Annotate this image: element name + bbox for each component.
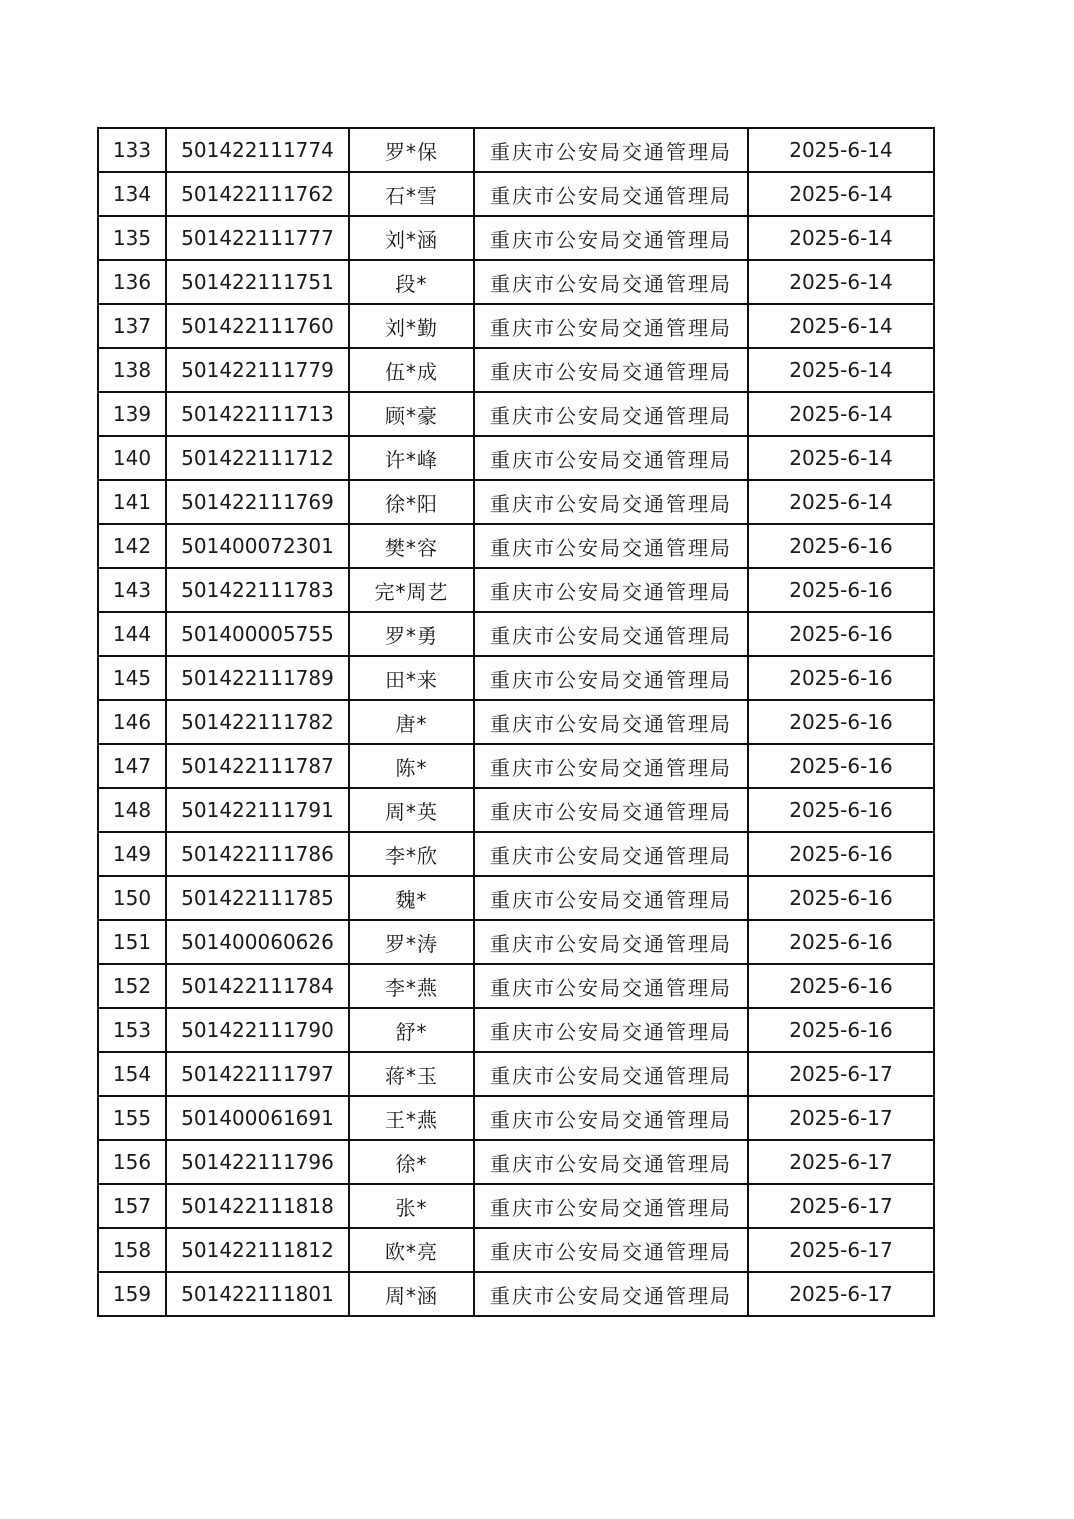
issue-date-cell: 2025-6-17 xyxy=(748,1096,934,1140)
certificate-number-cell: 501422111713 xyxy=(166,392,349,436)
person-name-cell: 刘*涵 xyxy=(349,216,474,260)
certificate-number-cell: 501422111785 xyxy=(166,876,349,920)
row-number-cell: 140 xyxy=(98,436,166,480)
person-name-cell: 樊*容 xyxy=(349,524,474,568)
certificate-number-cell: 501422111774 xyxy=(166,128,349,172)
issue-date-cell: 2025-6-16 xyxy=(748,568,934,612)
issuing-authority-cell: 重庆市公安局交通管理局 xyxy=(474,876,748,920)
issuing-authority-cell: 重庆市公安局交通管理局 xyxy=(474,480,748,524)
person-name-cell: 许*峰 xyxy=(349,436,474,480)
table-row xyxy=(98,876,934,920)
row-number-cell: 152 xyxy=(98,964,166,1008)
table-row xyxy=(98,1184,934,1228)
row-number-cell: 155 xyxy=(98,1096,166,1140)
issue-date-cell: 2025-6-14 xyxy=(748,216,934,260)
certificate-number-cell: 501422111783 xyxy=(166,568,349,612)
person-name-cell: 徐*阳 xyxy=(349,480,474,524)
row-number-cell: 151 xyxy=(98,920,166,964)
person-name-cell: 王*燕 xyxy=(349,1096,474,1140)
person-name-cell: 石*雪 xyxy=(349,172,474,216)
issuing-authority-cell: 重庆市公安局交通管理局 xyxy=(474,524,748,568)
table-row xyxy=(98,392,934,436)
certificate-number-cell: 501422111762 xyxy=(166,172,349,216)
issue-date-cell: 2025-6-17 xyxy=(748,1228,934,1272)
person-name-cell: 张* xyxy=(349,1184,474,1228)
table-row xyxy=(98,172,934,216)
issuing-authority-cell: 重庆市公安局交通管理局 xyxy=(474,128,748,172)
row-number-cell: 134 xyxy=(98,172,166,216)
row-number-cell: 141 xyxy=(98,480,166,524)
issue-date-cell: 2025-6-17 xyxy=(748,1272,934,1316)
row-number-cell: 148 xyxy=(98,788,166,832)
table-row xyxy=(98,216,934,260)
issue-date-cell: 2025-6-14 xyxy=(748,480,934,524)
row-number-cell: 139 xyxy=(98,392,166,436)
person-name-cell: 周*涵 xyxy=(349,1272,474,1316)
issue-date-cell: 2025-6-16 xyxy=(748,788,934,832)
table-row xyxy=(98,348,934,392)
issue-date-cell: 2025-6-14 xyxy=(748,260,934,304)
certificate-number-cell: 501400072301 xyxy=(166,524,349,568)
row-number-cell: 133 xyxy=(98,128,166,172)
row-number-cell: 137 xyxy=(98,304,166,348)
issuing-authority-cell: 重庆市公安局交通管理局 xyxy=(474,612,748,656)
person-name-cell: 魏* xyxy=(349,876,474,920)
issuing-authority-cell: 重庆市公安局交通管理局 xyxy=(474,568,748,612)
row-number-cell: 150 xyxy=(98,876,166,920)
issuing-authority-cell: 重庆市公安局交通管理局 xyxy=(474,348,748,392)
issue-date-cell: 2025-6-14 xyxy=(748,128,934,172)
row-number-cell: 136 xyxy=(98,260,166,304)
records-table xyxy=(97,127,935,1317)
issue-date-cell: 2025-6-16 xyxy=(748,700,934,744)
issuing-authority-cell: 重庆市公安局交通管理局 xyxy=(474,656,748,700)
issue-date-cell: 2025-6-14 xyxy=(748,172,934,216)
certificate-number-cell: 501422111801 xyxy=(166,1272,349,1316)
person-name-cell: 罗*勇 xyxy=(349,612,474,656)
issuing-authority-cell: 重庆市公安局交通管理局 xyxy=(474,1140,748,1184)
person-name-cell: 李*燕 xyxy=(349,964,474,1008)
table-row xyxy=(98,920,934,964)
person-name-cell: 唐* xyxy=(349,700,474,744)
certificate-number-cell: 501422111769 xyxy=(166,480,349,524)
person-name-cell: 伍*成 xyxy=(349,348,474,392)
table-row xyxy=(98,1052,934,1096)
certificate-number-cell: 501422111712 xyxy=(166,436,349,480)
person-name-cell: 罗*保 xyxy=(349,128,474,172)
issue-date-cell: 2025-6-17 xyxy=(748,1184,934,1228)
issue-date-cell: 2025-6-16 xyxy=(748,832,934,876)
certificate-number-cell: 501422111791 xyxy=(166,788,349,832)
table-row xyxy=(98,304,934,348)
table-row xyxy=(98,612,934,656)
certificate-number-cell: 501422111777 xyxy=(166,216,349,260)
issue-date-cell: 2025-6-17 xyxy=(748,1140,934,1184)
person-name-cell: 刘*勤 xyxy=(349,304,474,348)
certificate-number-cell: 501422111786 xyxy=(166,832,349,876)
row-number-cell: 157 xyxy=(98,1184,166,1228)
issue-date-cell: 2025-6-14 xyxy=(748,304,934,348)
table-row xyxy=(98,964,934,1008)
row-number-cell: 138 xyxy=(98,348,166,392)
table-row xyxy=(98,260,934,304)
table-row xyxy=(98,1228,934,1272)
issue-date-cell: 2025-6-14 xyxy=(748,348,934,392)
issue-date-cell: 2025-6-16 xyxy=(748,744,934,788)
row-number-cell: 147 xyxy=(98,744,166,788)
issuing-authority-cell: 重庆市公安局交通管理局 xyxy=(474,1184,748,1228)
certificate-number-cell: 501422111818 xyxy=(166,1184,349,1228)
certificate-number-cell: 501422111787 xyxy=(166,744,349,788)
row-number-cell: 144 xyxy=(98,612,166,656)
row-number-cell: 159 xyxy=(98,1272,166,1316)
row-number-cell: 145 xyxy=(98,656,166,700)
issue-date-cell: 2025-6-17 xyxy=(748,1052,934,1096)
person-name-cell: 罗*涛 xyxy=(349,920,474,964)
person-name-cell: 完*周艺 xyxy=(349,568,474,612)
certificate-number-cell: 501400005755 xyxy=(166,612,349,656)
certificate-number-cell: 501422111812 xyxy=(166,1228,349,1272)
row-number-cell: 158 xyxy=(98,1228,166,1272)
table-row xyxy=(98,788,934,832)
issuing-authority-cell: 重庆市公安局交通管理局 xyxy=(474,392,748,436)
issuing-authority-cell: 重庆市公安局交通管理局 xyxy=(474,1096,748,1140)
issuing-authority-cell: 重庆市公安局交通管理局 xyxy=(474,832,748,876)
issuing-authority-cell: 重庆市公安局交通管理局 xyxy=(474,304,748,348)
person-name-cell: 蒋*玉 xyxy=(349,1052,474,1096)
certificate-number-cell: 501422111779 xyxy=(166,348,349,392)
issuing-authority-cell: 重庆市公安局交通管理局 xyxy=(474,216,748,260)
person-name-cell: 顾*豪 xyxy=(349,392,474,436)
issue-date-cell: 2025-6-14 xyxy=(748,436,934,480)
issue-date-cell: 2025-6-16 xyxy=(748,964,934,1008)
person-name-cell: 欧*亮 xyxy=(349,1228,474,1272)
row-number-cell: 135 xyxy=(98,216,166,260)
issue-date-cell: 2025-6-16 xyxy=(748,1008,934,1052)
issue-date-cell: 2025-6-14 xyxy=(748,392,934,436)
issuing-authority-cell: 重庆市公安局交通管理局 xyxy=(474,172,748,216)
issue-date-cell: 2025-6-16 xyxy=(748,920,934,964)
issuing-authority-cell: 重庆市公安局交通管理局 xyxy=(474,1052,748,1096)
issuing-authority-cell: 重庆市公安局交通管理局 xyxy=(474,1228,748,1272)
table-row xyxy=(98,744,934,788)
table-row xyxy=(98,1272,934,1316)
person-name-cell: 段* xyxy=(349,260,474,304)
row-number-cell: 142 xyxy=(98,524,166,568)
person-name-cell: 徐* xyxy=(349,1140,474,1184)
issue-date-cell: 2025-6-16 xyxy=(748,524,934,568)
certificate-number-cell: 501400061691 xyxy=(166,1096,349,1140)
table-row xyxy=(98,656,934,700)
issuing-authority-cell: 重庆市公安局交通管理局 xyxy=(474,920,748,964)
certificate-number-cell: 501422111797 xyxy=(166,1052,349,1096)
table-row xyxy=(98,832,934,876)
certificate-number-cell: 501400060626 xyxy=(166,920,349,964)
records-table-body xyxy=(98,128,934,1316)
issuing-authority-cell: 重庆市公安局交通管理局 xyxy=(474,964,748,1008)
person-name-cell: 田*来 xyxy=(349,656,474,700)
certificate-number-cell: 501422111789 xyxy=(166,656,349,700)
table-row xyxy=(98,480,934,524)
person-name-cell: 舒* xyxy=(349,1008,474,1052)
table-row xyxy=(98,568,934,612)
row-number-cell: 153 xyxy=(98,1008,166,1052)
row-number-cell: 156 xyxy=(98,1140,166,1184)
table-row xyxy=(98,1008,934,1052)
row-number-cell: 154 xyxy=(98,1052,166,1096)
issue-date-cell: 2025-6-16 xyxy=(748,612,934,656)
certificate-number-cell: 501422111782 xyxy=(166,700,349,744)
table-row xyxy=(98,700,934,744)
issuing-authority-cell: 重庆市公安局交通管理局 xyxy=(474,700,748,744)
person-name-cell: 李*欣 xyxy=(349,832,474,876)
issuing-authority-cell: 重庆市公安局交通管理局 xyxy=(474,1008,748,1052)
table-row xyxy=(98,436,934,480)
issuing-authority-cell: 重庆市公安局交通管理局 xyxy=(474,436,748,480)
table-row xyxy=(98,1140,934,1184)
row-number-cell: 146 xyxy=(98,700,166,744)
issue-date-cell: 2025-6-16 xyxy=(748,656,934,700)
issuing-authority-cell: 重庆市公安局交通管理局 xyxy=(474,1272,748,1316)
row-number-cell: 143 xyxy=(98,568,166,612)
certificate-number-cell: 501422111796 xyxy=(166,1140,349,1184)
table-row xyxy=(98,524,934,568)
row-number-cell: 149 xyxy=(98,832,166,876)
certificate-number-cell: 501422111760 xyxy=(166,304,349,348)
table-row xyxy=(98,128,934,172)
issuing-authority-cell: 重庆市公安局交通管理局 xyxy=(474,260,748,304)
certificate-number-cell: 501422111751 xyxy=(166,260,349,304)
certificate-number-cell: 501422111790 xyxy=(166,1008,349,1052)
person-name-cell: 周*英 xyxy=(349,788,474,832)
table-row xyxy=(98,1096,934,1140)
certificate-number-cell: 501422111784 xyxy=(166,964,349,1008)
issue-date-cell: 2025-6-16 xyxy=(748,876,934,920)
issuing-authority-cell: 重庆市公安局交通管理局 xyxy=(474,788,748,832)
person-name-cell: 陈* xyxy=(349,744,474,788)
issuing-authority-cell: 重庆市公安局交通管理局 xyxy=(474,744,748,788)
